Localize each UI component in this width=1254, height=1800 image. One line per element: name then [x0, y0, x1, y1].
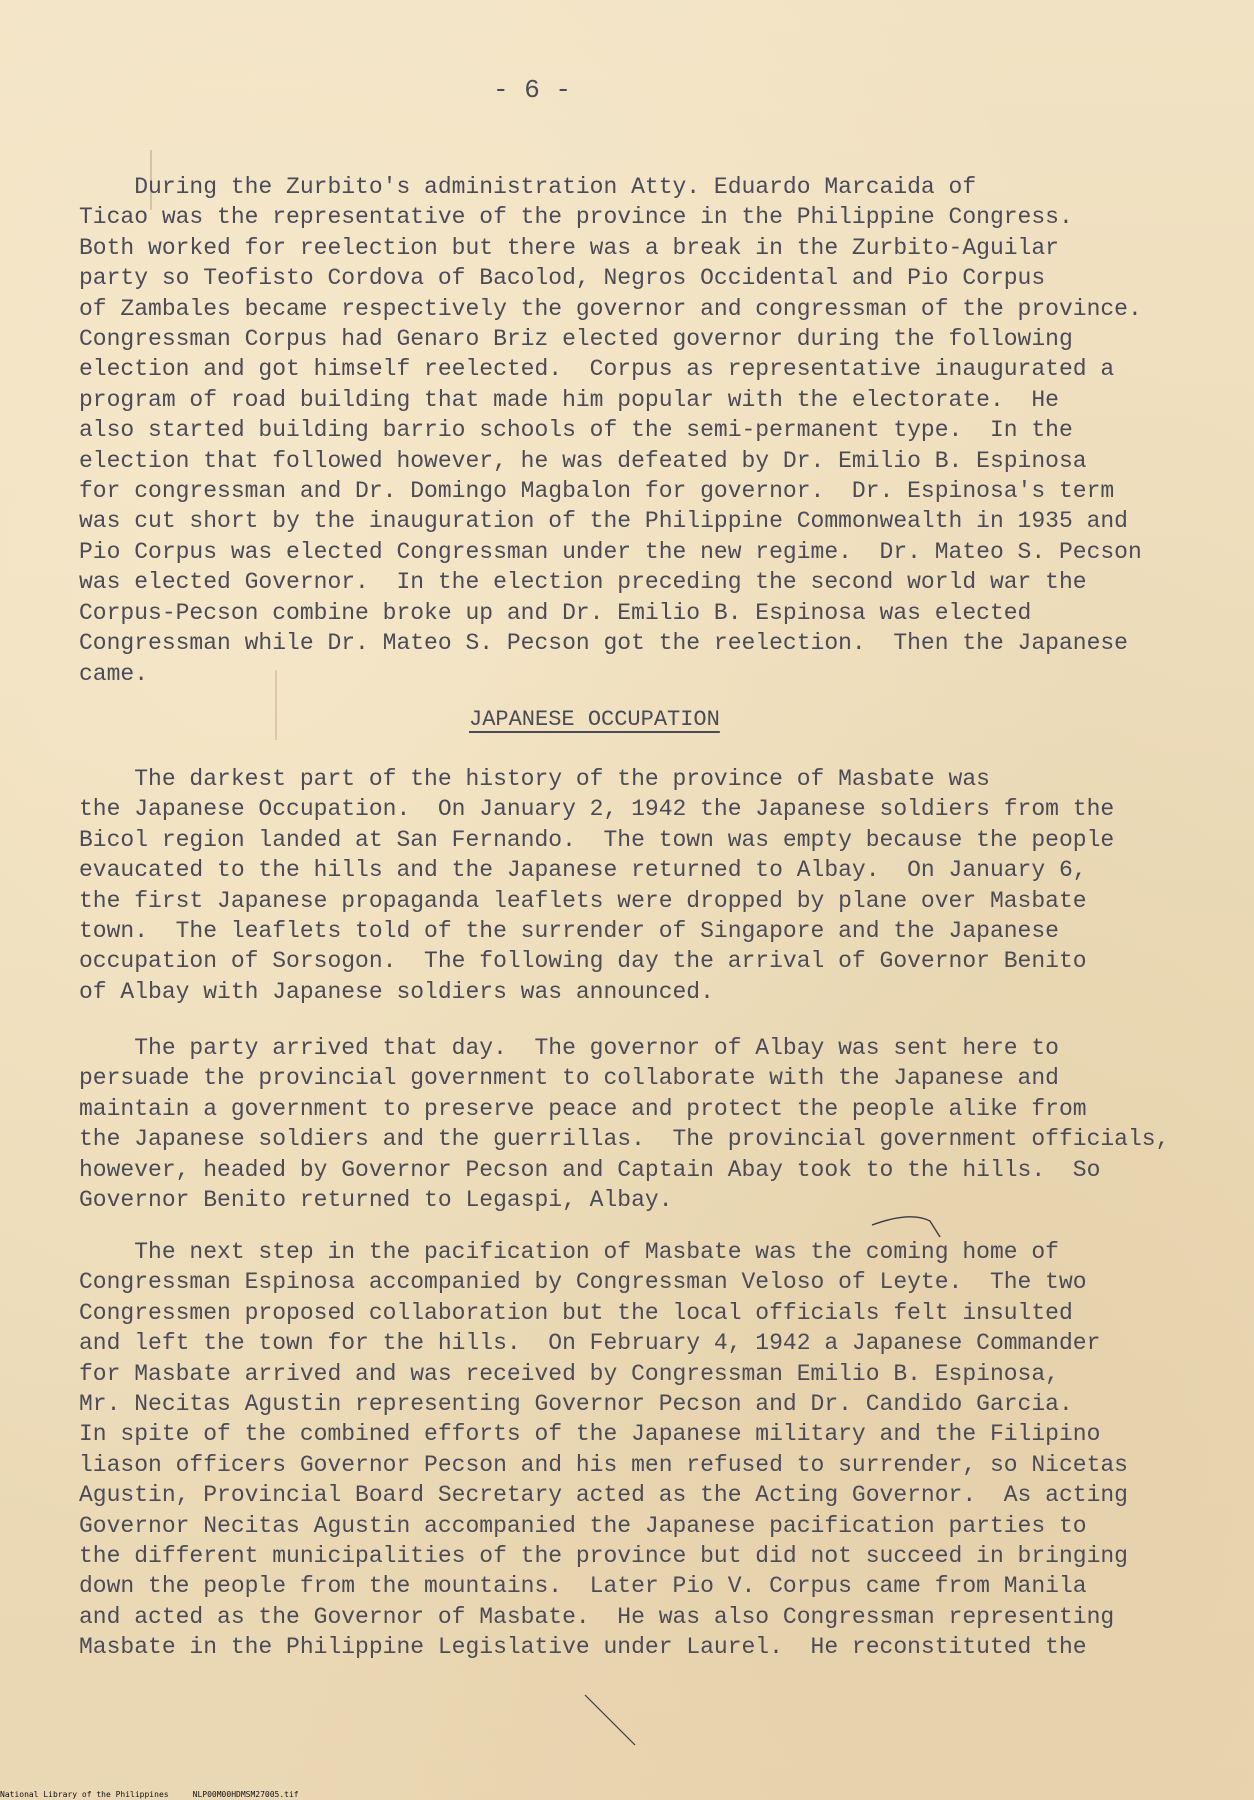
- text-line: election that followed however, he was defeated by Dr. Emilio B. Espinosa: [79, 447, 1087, 474]
- text-line: Governor Benito returned to Legaspi, Albay.: [79, 1187, 673, 1214]
- text-line: of Albay with Japanese soldiers was announced.: [79, 978, 714, 1005]
- text-line: The next step in the pacification of Masbate was the coming home of: [79, 1239, 1059, 1265]
- pen-mark: [580, 1690, 640, 1750]
- text-line: Bicol region landed at San Fernando. The town was empty because the people: [79, 826, 1115, 853]
- text-line: Pio Corpus was elected Congressman under the new regime. Dr. Mateo S. Pecson: [79, 538, 1142, 565]
- text-line: the Japanese Occupation. On January 2, 1942 the Japanese soldiers from the: [79, 796, 1115, 823]
- text-line: for Masbate arrived and was received by Congressman Emilio B. Espinosa,: [79, 1360, 1059, 1387]
- text-line: the different municipalities of the province but did not succeed in bringing: [79, 1543, 1128, 1570]
- text-line: town. The leaflets told of the surrender of Singapore and the Japanese: [79, 918, 1059, 945]
- text-line: occupation of Sorsogon. The following day the arrival of Governor Benito: [79, 948, 1087, 975]
- text-line: however, headed by Governor Pecson and Captain Abay took to the hills. So: [79, 1156, 1101, 1183]
- text-line: Both worked for reelection but there was a break in the Zurbito-Aguilar: [79, 234, 1059, 261]
- paragraph-pacification: [79, 1237, 1128, 1663]
- pen-mark: [870, 1213, 950, 1243]
- text-line: Corpus-Pecson combine broke up and Dr. Emilio B. Espinosa was elected: [79, 599, 1032, 626]
- section-heading: JAPANESE OCCUPATION: [469, 707, 720, 732]
- text-line: Ticao was the representative of the province in the Philippine Congress.: [79, 204, 1073, 231]
- text-line: In spite of the combined efforts of the Japanese military and the Filipino: [79, 1421, 1101, 1448]
- text-line: Congressman Corpus had Genaro Briz elected governor during the following: [79, 326, 1073, 353]
- text-line: persuade the provincial government to collaborate with the Japanese and: [79, 1065, 1059, 1092]
- text-line: Agustin, Provincial Board Secretary acted as the Acting Governor. As acting: [79, 1482, 1128, 1509]
- text-line: of Zambales became respectively the governor and congressman of the province.: [79, 295, 1142, 322]
- text-line: election and got himself reelected. Corpus as representative inaugurated a: [79, 356, 1115, 383]
- text-line: party so Teofisto Cordova of Bacolod, Negros Occidental and Pio Corpus: [79, 265, 1046, 292]
- text-line: The darkest part of the history of the province of Masbate was: [79, 766, 990, 792]
- text-line: the Japanese soldiers and the guerrillas. The provincial government officials,: [79, 1126, 1170, 1153]
- text-line: maintain a government to preserve peace and protect the people alike from: [79, 1095, 1087, 1122]
- text-line: and acted as the Governor of Masbate. He was also Congressman representing: [79, 1603, 1115, 1630]
- text-line: evaucated to the hills and the Japanese returned to Albay. On January 6,: [79, 857, 1087, 884]
- paragraph-party-arrived: [79, 1033, 1169, 1215]
- text-line: Congressman while Dr. Mateo S. Pecson got the reelection. Then the Japanese: [79, 630, 1128, 657]
- text-line: Masbate in the Philippine Legislative under Laurel. He reconstituted the: [79, 1634, 1087, 1661]
- text-line: liason officers Governor Pecson and his men refused to surrender, so Nicetas: [79, 1451, 1128, 1478]
- text-line: was cut short by the inauguration of the Philippine Commonwealth in 1935 and: [79, 508, 1128, 535]
- text-line: for congressman and Dr. Domingo Magbalon for governor. Dr. Espinosa's term: [79, 478, 1115, 505]
- paragraph-darkest-part: [79, 764, 1114, 1007]
- text-line: the first Japanese propaganda leaflets were dropped by plane over Masbate: [79, 887, 1087, 914]
- text-line: Congressmen proposed collaboration but the local officials felt insulted: [79, 1299, 1073, 1326]
- archive-footer: National Library of the Philippines NLP00M00HDMSM27005.tif: [0, 1790, 299, 1799]
- paragraph-governors: [79, 172, 1142, 689]
- text-line: and left the town for the hills. On February 4, 1942 a Japanese Commander: [79, 1330, 1101, 1357]
- text-line: During the Zurbito's administration Atty. Eduardo Marcaida of: [79, 174, 977, 200]
- text-line: was elected Governor. In the election preceding the second world war the: [79, 569, 1087, 596]
- text-line: down the people from the mountains. Later Pio V. Corpus came from Manila: [79, 1573, 1087, 1600]
- text-line: Congressman Espinosa accompanied by Congressman Veloso of Leyte. The two: [79, 1269, 1087, 1296]
- text-line: Mr. Necitas Agustin representing Governor Pecson and Dr. Candido Garcia.: [79, 1391, 1073, 1418]
- text-line: program of road building that made him popular with the electorate. He: [79, 386, 1059, 413]
- text-line: also started building barrio schools of the semi-permanent type. In the: [79, 417, 1073, 444]
- text-line: came.: [79, 660, 149, 687]
- page-number: - 6 -: [492, 75, 571, 105]
- text-line: The party arrived that day. The governor of Albay was sent here to: [79, 1035, 1059, 1061]
- text-line: Governor Necitas Agustin accompanied the Japanese pacification parties to: [79, 1512, 1087, 1539]
